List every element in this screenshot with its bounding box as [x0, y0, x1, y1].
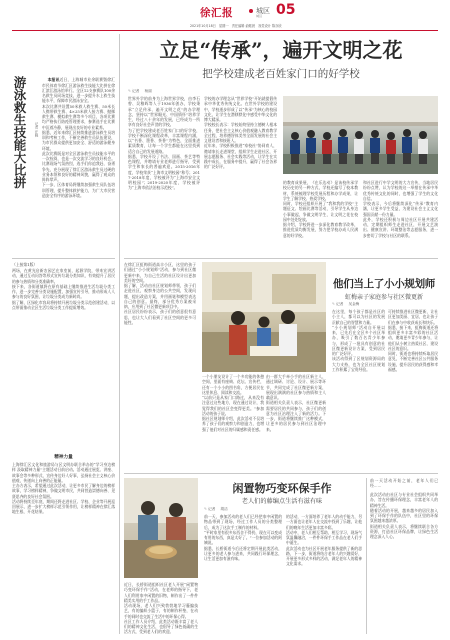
- byline-label: 记者: [208, 507, 216, 511]
- pen-icon: ✎: [204, 507, 209, 511]
- section-name: 城区: [256, 7, 270, 15]
- left-divider-1: [12, 258, 115, 259]
- byline-label: 记者: [336, 302, 344, 306]
- main-photo: [283, 96, 438, 174]
- students-row: [290, 129, 428, 164]
- byline-label: 记者: [132, 89, 140, 93]
- left-brief-body: [42, 72, 115, 256]
- main-divider: [124, 258, 438, 259]
- main-article-col-1: 世界外学的前身为上海世界学校，由李石曾、吴稚晖等人于1936年创办，学校秉承“立足传承、遍开文明之花”的办学理念，坚持以“世界眼光、中国情怀”培养学生，经过八十余年的发展，已经成为一所享有良好社会声誉的学校。 为了把学校建成老百姓家门口的好学校，学校不断深化课程改革，丰富课程内涵，以“书香、墨香、茶香”为特色，全面推进素质教育，让每一个学生都能在这里找到适合自己的发展道路。 据悉，学校开设了书法、国画、茶艺等特色课程，并聘请专业老师进行指导，受到学生和家长的普遍欢迎。2015-2016年度，学校荣获“上海市文明校园”称号；2017-2018年度，学校被评为“上海市安全文明校园”；2019-2020年度，学校被评为“上海市依法治校示范校”。: [128, 96, 200, 191]
- feature-two-col-3: 由一群大手牵小手的社区新主人，通过调研、讨论、设计、展示等环节，共同完成了社区微更新方案，展现出满满的社区参与热情和主人翁意识。 街道相关负责人表示，社区微更新需要居民的共同参与，孩子们的创意为社区治理注入了新的活力。下一步，街道将继续推广这种模式，让更多的居民参与到社区治理中来。: [266, 374, 326, 432]
- feature-three-byline: [204, 507, 228, 512]
- feature-two-col-5: 可持续推进社区微更新，让社区更加美丽、宜居，也让孩子们在参与中收获成长和快乐。 据悉，接下来，虹梅街道还将组织更多丰富多彩的社区活动，邀请更多青少年参与，让他们从小树立热爱社区、建设社区的意识。 同时，街道也将持续听取居民意见，不断完善社区公共服务设施，提升居民的获得感和幸福感。: [388, 309, 438, 372]
- left-brief-byline: [31, 122, 39, 137]
- feature-three-headline: 闲置物巧变环保手作: [232, 482, 332, 495]
- byline-name: 胡洁: [220, 507, 228, 511]
- masthead-divider-dot: [249, 9, 253, 13]
- main-headline: 立足“传承”，遍开文明之花: [159, 38, 403, 62]
- left-brief-text: 近日，上海城市业余联赛暨徐汇市民体育节徐汇区游泳救生技能大比拼在徐汇滨江游泳馆举行。全区12支参赛队100余名救生员同场竞技，进一步提升水上救生技能水平，保障市民游泳安全。 本次比赛共设置50米救人救生赛、50米长人携带救生赛、4×25米救人接力赛、抛掷救生赛、模拟救生赛等多个项目，各项比赛均严格执行防疫管理要求，参赛选手在比赛中沉着冷静，展现出良好的专业素养。 据悉，近年来徐汇区持续推进游泳救生员培训和考核工作，不断完善救生员队伍建设，为市民群众提供更加安全、舒适的游泳健身环境。 此次比赛既是对全区游泳救生员技能水平的一次检阅，也是一次交流学习的良好机会。比赛现场气氛热烈，选手们你追我赶、奋勇争先，充分展现了徐汇区游泳救生员过硬的业务本领和良好的精神风貌，赢得了观众的阵阵掌声。 下一步，区体育局将继续加强救生员队伍培训管理，提升整体救护能力，为广大市民营造安全有序的游泳环境。: [42, 77, 115, 198]
- section-subtitle-small: 城区: [256, 14, 263, 18]
- feature-three-col-3: 的活动，一方面培养了老年人的动手能力，另一方面也让老年人在交流中找到了乐趣，让他们的晚年生活更加丰富多彩。 活动中，老人们相互帮助，相互学习，现场气氛温馨融洽，一件件环保手工作品在老人们手中诞生。 此次活动也为社区开展老年服务提供了新的思路，下一步，街道将结合老年人的兴趣爱好，开展更多形式多样的活动，满足老年人的精神文化需求。: [286, 514, 362, 567]
- left-continuation: [12, 262, 115, 452]
- feature-three-col-2: 前一天，参加活动的老人们已经把家中闲置的物品带到了现场，经过工作人员的分类整理后，成为了这次手工制作的材料。 “平时家里有很多东西舍不得扔，现在可以变成有用的东西，真是太好了。”一位参加活动的阿姨说。 据悉，长桥街道今后还将定期开展此类活动，让更多的老人参与进来，共同践行环保理念，让生活更加有滋有味。: [204, 514, 282, 561]
- feature-three-photo: [124, 478, 198, 578]
- issue-line: 2021年10月18日 星期一 责任编辑 俞懿晨 视觉设计 陈亦欣: [190, 24, 282, 28]
- feature-two-col-1: 在徐汇区虹梅街道高丰小区，这里的孩子们通过“小小规划师”活动，参与到社区微更新中来，为自己生活的社区设计出更加美好的空间。 据了解，活动由社区规划师带领，孩子们走进社区，观察身边的公共空间，发现问题，提出改造方案，并用画笔和模型表达自己的创意。最终，部分优秀方案被采纳，应用到了社区微更新项目中。 社区居民纷纷表示，孩子们的创意很有意思，也让大人们看到了社区空间的更多可能性。: [124, 262, 196, 325]
- continuation-tag: （上接第1版）: [12, 262, 38, 267]
- byline-name: 吴金梅: [348, 302, 360, 306]
- bottom-right-col-a: 前一天活动开始之前，老年人们已经……: [370, 478, 438, 489]
- byline-label: 记者: [35, 122, 39, 129]
- feature-two-headline: 他们当上了小小规划师: [333, 278, 435, 290]
- masthead-logo: 徐汇报: [200, 7, 233, 19]
- middle-divider: [124, 473, 438, 474]
- feature-three-col-1: 近日，长桥街道组织社区老人开展“闲置物巧变环保手作”活动，在老师的指导下，老人们利用家中闲置的旧物，制作出了一件件精美实用的手工作品。 活动现场，老人们兴致勃勃地学习藤编技艺，有的编织小篮子，有的制作杯垫，在动手的同时也交流了生活中的环保心得。 社区工作人员介绍，此类活动既丰富了老人们的精神文化生活，也倡导了绿色低碳的生活方式，受到老人们的欢迎。: [124, 582, 198, 634]
- left-bottom-title: 精神力量: [54, 455, 73, 460]
- feature-two-photo: [202, 262, 326, 372]
- main-article-col-2: 学校的办学理念从“世界学校”开始就提倡传承中华优秀传统文化。在世外学校的建设中，学校逐步形成了以“传承”为核心的校园文化，让学生在潜移默化中感受中华文化的博大精深。 学校校长表示：学校始终坚持立德树人根本任务，把社会主义核心价值观融入教育教学全过程，培养德智体美劳全面发展的社会主义建设者和接班人。 近年来，学校积极推进“家校社”协同育人，邀请家长走进课堂，组织学生走进社区，开展志愿服务、社会实践等活动，让学生在实践中成长，在服务中提升，赢得了社会各界的广泛好评。: [204, 96, 277, 170]
- left-brief: [12, 34, 115, 256]
- main-subheadline: 把学校建成老百姓家门口的好学校: [202, 68, 360, 80]
- pen-icon: ✎: [332, 302, 337, 306]
- main-byline: [128, 89, 152, 94]
- feature-two-col-4: 在这里，每个孩子都是社区的小主人，都可以为社区的发展贡献自己的智慧和力量。 “小小规划师”活动自开展以来，已先后在全区多个社区举办，吸引了数百名青少年参与，形成了一批具有创意的社区微更新设计方案，受到居民的广泛好评。 该活动得到了区规划资源局的大力支持，也为全区社区规划工作积累了宝贵经验。: [332, 309, 385, 372]
- masthead: [0, 0, 450, 32]
- photo-scene-family: [202, 262, 326, 372]
- masthead-rule: [12, 30, 438, 31]
- pen-icon: ✎: [128, 89, 133, 93]
- continuation-body: 两场，在黄光启新农园艺在家室前，起源学院，带来宣讲活动，通过互动问答等形式宣传垃圾分类知识，有效提升了居民的参与热情和分类准确率。 接下来，各街道镇将在原有基础上继续推进生活垃圾分类工作，进一步完善分类设施配置，加强宣传引导，推动形成人人参与的良好氛围，让垃圾分类成为新时尚。 据了解，区绿化市容局将持续开展垃圾分类示范创建活动，以点带面推动全区生活垃圾分类工作提质增效。: [12, 268, 115, 310]
- bottom-right-rule: [366, 478, 367, 634]
- feature-two-byline: [332, 302, 359, 307]
- left-brief-vertical-title: 游泳救生技能大比拼: [12, 76, 27, 189]
- left-column-rule: [119, 34, 120, 634]
- bottom-right-col-b: 此次活动由社区与专业社会组织共同举办，旨在传播环保理念，丰富老年人的精神生活。 随着活动的开展，越来越多的居民加入到了环保手作的队伍中，社区里的环保氛围越来越浓厚。 街道相关负责人表示，将继续联合各方资源，打造社区环保品牌，让绿色生活理念深入人心。: [370, 492, 438, 539]
- feature-two-subheadline: 虹梅亲子家庭参与社区微更新: [344, 294, 423, 301]
- feature-three-subheadline: 老人们的藤编点生活有滋有味: [241, 498, 323, 505]
- left-bottom: [12, 454, 115, 634]
- byline-name: 杨丽: [144, 89, 152, 93]
- photo-scene-handcraft: [124, 478, 198, 578]
- feature-two-col-2: 一个小朋友设计了一个多功能的休憩空间，里面有座椅、花坛、宣传栏，还有一个小小的图书角，方便居民在这里休息、阅读和交流。 “以前只是从家门口路过，从来没有注意过这些地方，现在通过设计，我觉得我们的社区会变得更美。”参加活动的孩子说。 据社区规划师介绍，此次活动不仅培养了孩子们的观察力和创造力，也增强了他们对社区的归属感和责任感。: [202, 374, 264, 432]
- byline-name: 汪晓: [35, 130, 39, 138]
- photo-scene-students: [283, 96, 438, 174]
- intro-lead: 本报讯: [47, 77, 60, 83]
- main-article-col-3: 的教育成果展，《在乐达动》是该校传承学校历史的另一种方式，学校还编写了校本教材，系统梳理学校发展历程和办学成果，让学生了解学校、热爱学校。 同时，学校还组织开展了“我和我的学校”主题征文、绘画比赛等活动，引导学生从身边小事做起，争做文明学生，让文明之花在校园中处处绽放。 据介绍，学校将进一步深化教育教学改革，推进优质均衡发展，努力把学校办成人民满意的好学校。: [283, 180, 358, 238]
- page-number: 05: [276, 2, 296, 18]
- main-article-col-4: 和社区进行中学文明的大力宣传，当地居民纷纷点赞，认为学校的这一举措在传承中华优秀传统文化的同时，也增强了学生的文化自信。 学校表示，今后将继续深化“传承”教育内涵，让更多学生受益，为建设社会主义文化强国贡献一份力量。 此外，学校还积极与周边社区开展共建活动，定期组织师生走进社区，开展文艺演出、健康宣讲、环境整治等志愿服务，进一步密切了学校与社区的联系。: [363, 180, 438, 238]
- left-bottom-body: 上海徐汇区文化和旅游局与区文明办联合举办的“学习身边榜样 汲取精神力量”主题活动日前启动。活动通过展览、讲座、故事会等多种形式，宣传身边好人好事，弘扬社会主义核心价值观，传递向上向善的正能量。 主办方表示，希望通过此次活动，让更多市民了解身边的榜样故事，学习榜样精神，争做文明市民，共同营造崇德向善、见贤思齐的良好社会氛围。 活动将持续至年底，期间还将走进社区、学校、企业等开展巡回展示，进一步扩大榜样示范引领作用，让榜样精神在徐汇落地生根、开花结果。: [12, 462, 115, 515]
